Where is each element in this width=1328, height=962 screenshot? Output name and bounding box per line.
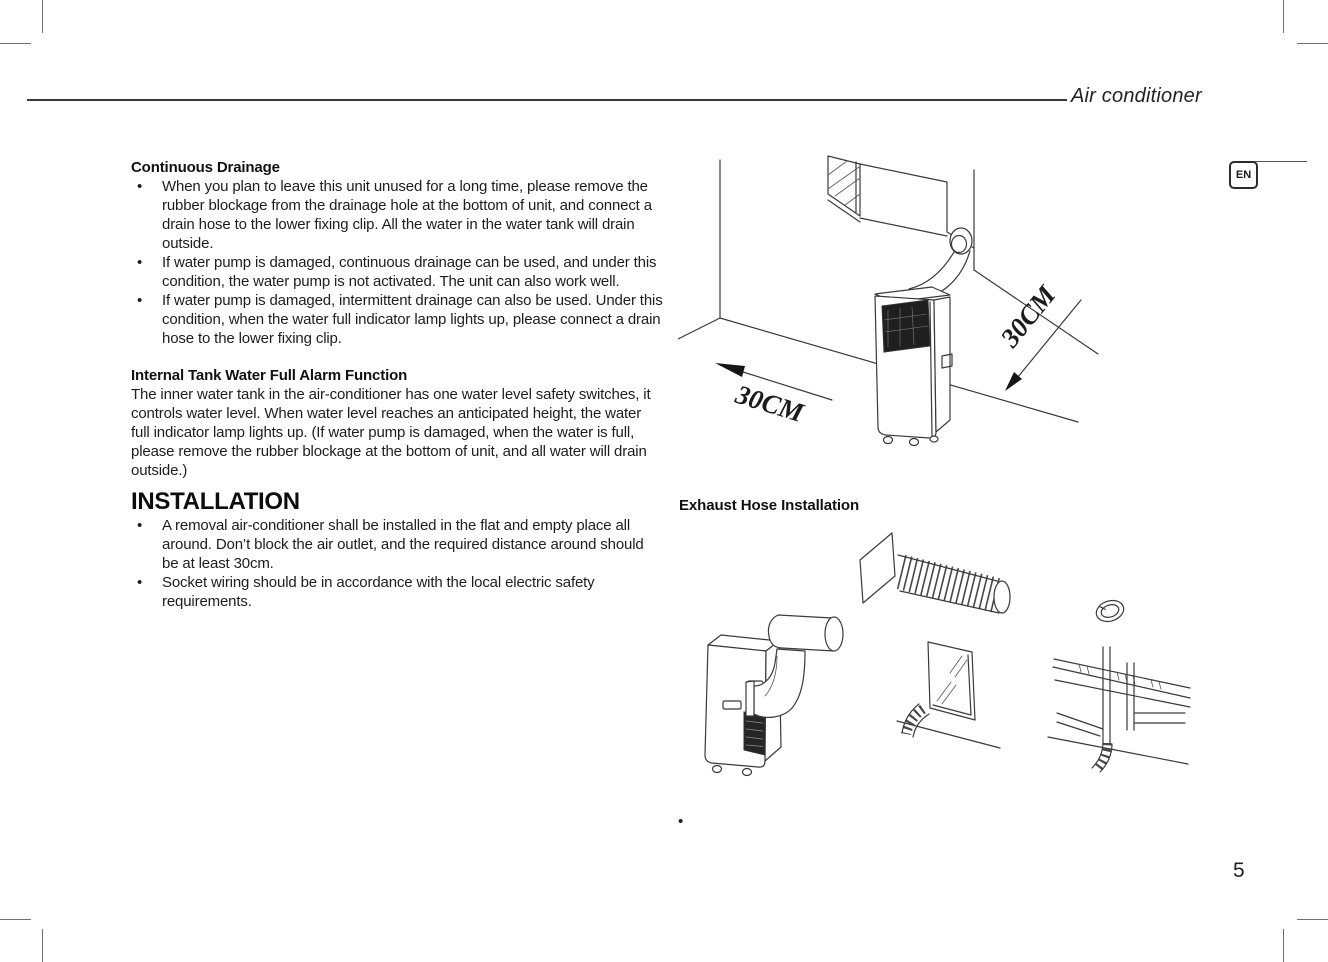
section-heading-continuous-drainage: Continuous Drainage — [131, 159, 280, 176]
window-pane-with-hose — [897, 642, 1000, 748]
internal-tank-paragraph: The inner water tank in the air-conditioner has one water level safety switches, it controls water level. When water level reaches an anticipated height, the water full indicator lamp lights up. (If water pump is damaged, when the water is full, please remove the rubber blockage at the bottom of unit, and all water will drain outside.) — [131, 386, 651, 479]
bullet-marker: • — [137, 254, 143, 271]
page-header-title: Air conditioner — [1071, 85, 1202, 107]
page-number: 5 — [1233, 859, 1245, 882]
hose-through-wall-plate — [860, 533, 1010, 613]
crop-mark-bottom-left-h — [0, 919, 31, 920]
header-rule — [27, 99, 1067, 101]
bullet-marker: • — [137, 178, 143, 195]
language-badge: EN — [1229, 161, 1258, 189]
list-item-text: If water pump is damaged, continuous drainage can be used, and under this condition, the water pump is not activated. The unit can also work well. — [162, 254, 657, 290]
list-item — [131, 291, 663, 348]
list-item — [131, 573, 663, 611]
air-conditioner-unit — [875, 287, 952, 446]
stray-bullet: • — [678, 813, 684, 830]
section-heading-internal-tank-alarm: Internal Tank Water Full Alarm Function — [131, 367, 408, 384]
list-item-text: A removal air-conditioner shall be installed in the flat and empty place all around. Don’t block the air outlet, and the required distance around should be at least 30cm. — [162, 517, 644, 572]
crop-mark-top-left-h — [0, 43, 31, 44]
section-heading-exhaust-hose: Exhaust Hose Installation — [679, 497, 860, 514]
crop-mark-bottom-left-v — [42, 929, 43, 962]
list-item — [131, 253, 663, 291]
crop-mark-bottom-right-v — [1283, 929, 1284, 962]
list-item — [131, 177, 663, 253]
bullet-marker: • — [137, 574, 143, 591]
crop-mark-top-left-v — [42, 0, 43, 33]
list-item-text: If water pump is damaged, intermittent drainage can also be used. Under this condition, when the water full indicator lamp lights up, please connect a drain hose to the lower fixing clip. — [162, 292, 663, 347]
hose-ring-connector — [1094, 597, 1127, 625]
bullet-marker: • — [137, 292, 143, 309]
distance-label-left: 30CM — [732, 379, 808, 428]
main-text-column — [131, 158, 663, 611]
section-heading-installation: INSTALLATION — [131, 488, 300, 515]
crop-mark-top-right-v — [1283, 0, 1284, 33]
crop-mark-top-right-h — [1297, 43, 1328, 44]
air-conditioner-rear-view — [705, 615, 843, 776]
list-item — [131, 516, 663, 573]
window-frame-with-hose — [1048, 647, 1190, 772]
language-badge-line — [1252, 161, 1307, 162]
distance-label-right: 30CM — [994, 280, 1062, 353]
bullet-marker: • — [137, 517, 143, 534]
corner-clearance-diagram — [678, 148, 1102, 480]
crop-mark-bottom-right-h — [1297, 919, 1328, 920]
list-item-text: When you plan to leave this unit unused for a long time, please remove the rubber blockage from the drainage hole at the bottom of unit, and connect a drain hose to the lower fixing clip. All the water in the water tank will drain outside. — [162, 178, 652, 252]
list-item-text: Socket wiring should be in accordance with the local electric safety requirements. — [162, 574, 595, 610]
exhaust-hose-installation-diagram — [655, 515, 1220, 805]
